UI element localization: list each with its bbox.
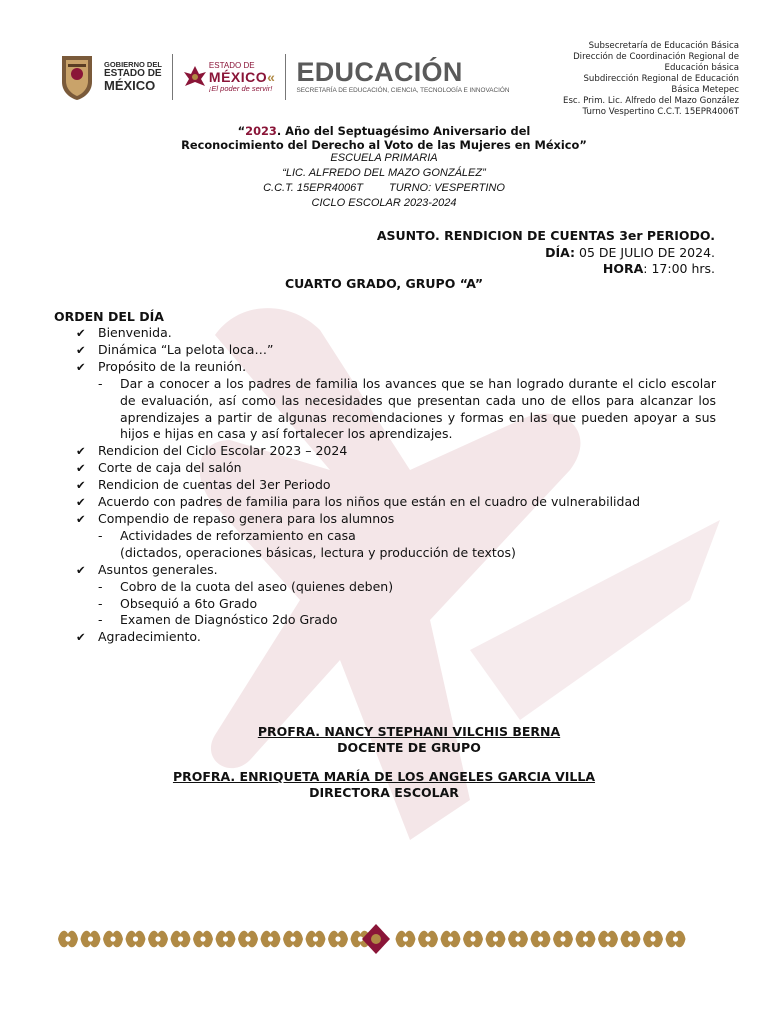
agenda-sublist	[98, 376, 716, 444]
sub-item-text: Cobro de la cuota del aseo (quienes deben)	[120, 578, 394, 594]
sub-item-text: Actividades de reforzamiento en casa	[120, 527, 356, 543]
ornament-motif	[463, 931, 483, 948]
agenda-item-text: Propósito de la reunión.	[98, 358, 247, 374]
time-value: : 17:00 hrs.	[643, 261, 715, 276]
signer-name: PROFRA. NANCY STEPHANI VILCHIS BERNA	[257, 724, 561, 739]
educacion-logo	[296, 59, 509, 94]
edomex-motto: ¡El poder de servir!	[208, 83, 273, 93]
check-icon: ✔	[76, 342, 86, 357]
sub-item-text: Examen de Diagnóstico 2do Grado	[120, 612, 338, 628]
school-type: ESCUELA PRIMARIA	[330, 152, 438, 164]
institution-line: Básica Metepec	[671, 85, 739, 95]
coat-of-arms-icon	[58, 52, 96, 102]
ornament-motif	[81, 931, 101, 948]
school-turno: TURNO: VESPERTINO	[388, 182, 505, 194]
logo-divider	[172, 54, 173, 100]
ornament-center-flower	[362, 924, 390, 954]
signature-teacher	[0, 724, 768, 756]
agenda-item-text: Rendicion del Ciclo Escolar 2023 – 2024	[98, 443, 348, 459]
dash-bullet: -	[98, 595, 103, 611]
sub-list-item	[98, 376, 716, 444]
ornament-motif	[126, 931, 146, 948]
list-item	[76, 325, 716, 342]
agenda-title: ORDEN DEL DÍA	[54, 309, 164, 324]
list-item	[76, 443, 716, 460]
agenda-item-text: Asuntos generales.	[98, 561, 218, 577]
school-info	[0, 151, 768, 211]
ornament-motif	[193, 931, 213, 948]
school-cct: C.C.T. 15EPR4006T	[263, 182, 363, 194]
list-item	[76, 359, 716, 444]
slogan-year: 2023	[245, 124, 277, 138]
ornament-motif	[553, 931, 573, 948]
ornament-motif	[238, 931, 258, 948]
subject-line: ASUNTO. RENDICION DE CUENTAS 3er PERIODO.	[376, 228, 715, 243]
agenda-item-text: Acuerdo con padres de familia para los niños que están en el cuadro de vulnerabilidad	[98, 494, 641, 510]
edomex-chevron: «	[267, 68, 276, 85]
list-item	[76, 494, 716, 511]
institution-line: Educación básica	[664, 63, 739, 73]
check-icon: ✔	[76, 478, 86, 493]
sub-list-item	[98, 528, 716, 562]
school-name: “LIC. ALFREDO DEL MAZO GONZÁLEZ”	[282, 167, 486, 179]
sub-list-item	[98, 612, 716, 629]
ornament-motif	[171, 931, 191, 948]
institution-block	[529, 41, 739, 118]
ornament-motif	[576, 931, 596, 948]
header-logos	[58, 50, 510, 104]
list-item	[76, 342, 716, 359]
ornament-motif	[306, 931, 326, 948]
agenda-sublist	[98, 579, 716, 630]
sub-list-item	[98, 596, 716, 613]
agenda-sublist	[98, 528, 716, 562]
ornament-motif	[531, 931, 551, 948]
check-icon: ✔	[76, 326, 86, 340]
agenda-item-text: Agradecimiento.	[98, 629, 201, 645]
ornament-motif	[418, 931, 438, 948]
list-item	[76, 629, 716, 646]
ornament-motif	[643, 931, 663, 948]
institution-line: Subdirección Regional de Educación	[583, 74, 739, 84]
subject-block	[377, 228, 715, 278]
date-value: 05 DE JULIO DE 2024.	[575, 244, 715, 260]
ornament-motif	[283, 931, 303, 948]
educacion-title: EDUCACIÓN	[296, 57, 463, 88]
signer-role: DOCENTE DE GRUPO	[337, 740, 481, 755]
school-cycle: CICLO ESCOLAR 2023-2024	[311, 197, 457, 209]
time-label: HORA	[602, 261, 644, 276]
edomex-name: MÉXICO	[208, 68, 268, 85]
ornament-motif	[441, 931, 461, 948]
year-slogan	[0, 124, 768, 152]
list-item	[76, 477, 716, 494]
decorative-border	[56, 922, 696, 956]
dash-bullet: -	[98, 612, 103, 628]
slogan-open-quote: “	[237, 124, 246, 138]
agenda-item-text: Dinámica “La pelota loca…”	[98, 341, 274, 357]
list-item	[76, 460, 716, 477]
logo-divider	[285, 54, 286, 100]
grade-group: CUARTO GRADO, GRUPO “A”	[284, 276, 484, 291]
gobierno-line: MÉXICO	[104, 78, 156, 94]
edomex-line: ESTADO DE	[208, 60, 255, 70]
institution-line: Subsecretaría de Educación Básica	[588, 41, 739, 51]
check-icon: ✔	[76, 511, 86, 526]
signer-role: DIRECTORA ESCOLAR	[309, 785, 459, 800]
check-icon: ✔	[76, 461, 86, 476]
gobierno-logo-text	[104, 61, 162, 93]
ornament-motif	[261, 931, 281, 948]
ornament-motif	[666, 931, 686, 948]
check-icon: ✔	[76, 359, 86, 374]
ornament-motif	[396, 931, 416, 948]
institution-line: Turno Vespertino C.C.T. 15EPR4006T	[582, 107, 739, 117]
signer-name: PROFRA. ENRIQUETA MARÍA DE LOS ANGELES GARCIA VILLA	[172, 769, 596, 784]
educacion-subtitle: SECRETARÍA DE EDUCACIÓN, CIENCIA, TECNOLOGÍA E INNOVACIÓN	[296, 87, 510, 95]
ornament-motif	[148, 931, 168, 948]
dash-bullet: -	[98, 527, 103, 543]
sub-list-item	[98, 579, 716, 596]
signature-director	[0, 769, 768, 801]
ornament-motif	[103, 931, 123, 948]
institution-line: Dirección de Coordinación Regional de	[573, 52, 739, 62]
ornament-motif	[328, 931, 348, 948]
slogan-line2: Reconocimiento del Derecho al Voto de las Mujeres en México”	[181, 138, 587, 152]
ornament-motif	[598, 931, 618, 948]
institution-line: Esc. Prim. Lic. Alfredo del Mazo González	[563, 96, 739, 106]
check-icon: ✔	[76, 444, 86, 459]
gobierno-line: ESTADO DE	[104, 67, 162, 79]
edomex-flower-icon	[183, 64, 207, 90]
agenda-item-text: Compendio de repaso genera para los alumnos	[98, 510, 395, 526]
list-item	[76, 511, 716, 562]
dash-bullet: -	[98, 375, 103, 391]
gobierno-line: GOBIERNO DEL	[104, 59, 162, 69]
edomex-logo	[183, 62, 276, 93]
check-icon: ✔	[76, 495, 86, 510]
ornament-motif	[486, 931, 506, 948]
list-item	[76, 562, 716, 630]
sub-item-text: (dictados, operaciones básicas, lectura y producción de textos)	[120, 544, 516, 560]
check-icon: ✔	[76, 562, 86, 577]
sub-item-text: Obsequió a 6to Grado	[120, 595, 258, 611]
ornament-motif	[508, 931, 528, 948]
agenda-item-text: Bienvenida.	[98, 325, 172, 340]
slogan-line1: . Año del Septuagésimo Aniversario del	[276, 124, 531, 138]
ornament-motif	[621, 931, 641, 948]
date-label: DÍA:	[545, 244, 576, 260]
purpose-text: Dar a conocer a los padres de familia los avances que se han logrado durante el ciclo escolar de evaluación, así como las necesidades que presentan cada uno de ellos para alcanzar los aprendizajes a partir de algunas recomendaciones y formas en las que pueden apoyar a sus hijos e hijas en casa y así fortalecer los aprendizajes.	[120, 375, 716, 442]
dash-bullet: -	[98, 578, 103, 594]
ornament-motif	[216, 931, 236, 948]
ornament-motif	[58, 931, 78, 948]
check-icon: ✔	[76, 630, 86, 645]
agenda-item-text: Corte de caja del salón	[98, 460, 242, 476]
agenda-item-text: Rendicion de cuentas del 3er Periodo	[98, 477, 331, 493]
agenda-list	[76, 325, 716, 646]
